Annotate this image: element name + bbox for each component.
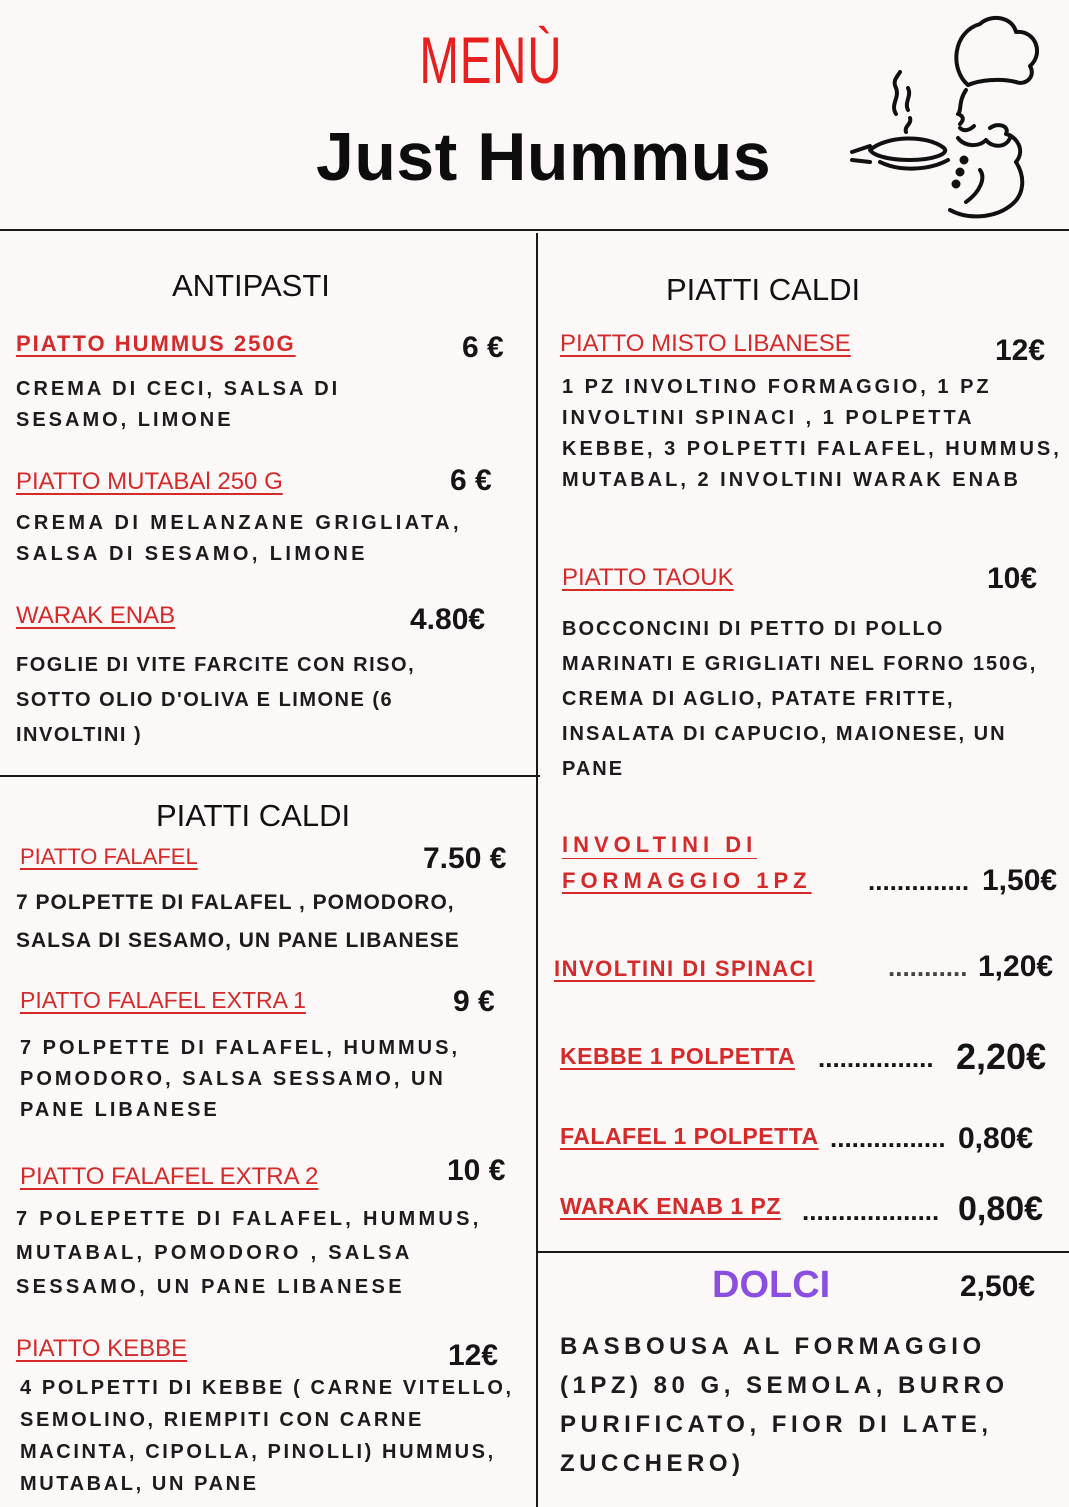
price-dolci: 2,50€ xyxy=(960,1270,1036,1303)
desc-warak-enab: FOGLIE DI VITE FARCITE CON RISO, SOTTO OLIO D'OLIVA E LIMONE (6 INVOLTINI ) xyxy=(16,654,416,746)
dots-falafel-1-polpetta: ................ xyxy=(830,1123,946,1153)
dolci-divider xyxy=(537,1251,1069,1253)
price-piatto-falafel: 7.50 € xyxy=(423,842,507,875)
piatti-caldi-left-title: PIATTI CALDI xyxy=(156,798,351,833)
desc-piatto-falafel-extra-1: 7 POLPETTE DI FALAFEL, HUMMUS, POMODORO, SALSA SESSAMO, UN PANE LIBANESE xyxy=(20,1037,461,1121)
menu-item-piatto-misto-libanese: PIATTO MISTO LIBANESE xyxy=(560,330,851,357)
price-piatto-falafel-extra-2: 10 € xyxy=(447,1154,506,1187)
price-piatto-misto-libanese: 12€ xyxy=(995,334,1046,367)
price-kebbe-1-polpetta: 2,20€ xyxy=(956,1036,1047,1077)
price-falafel-1-polpetta: 0,80€ xyxy=(958,1122,1034,1155)
menu-item-piatto-hummus: PIATTO HUMMUS 250G xyxy=(16,331,296,356)
price-involtini-spinaci: 1,20€ xyxy=(978,950,1054,983)
price-piatto-mutabal: 6 € xyxy=(450,464,492,497)
menu-item-piatto-taouk: PIATTO TAOUK xyxy=(562,564,734,591)
price-involtini-formaggio: 1,50€ xyxy=(982,864,1058,897)
desc-piatto-kebbe: 4 POLPETTI DI KEBBE ( CARNE VITELLO, SEMOLINO, RIEMPITI CON CARNE MACINTA, CIPOLLA, PINOLLI) HUMMUS, MUTABAL, UN PANE xyxy=(20,1377,514,1495)
dolci-title: DOLCI xyxy=(712,1264,831,1306)
menu-item-piatto-mutabal: PIATTO MUTABAl 250 G xyxy=(16,468,283,495)
header-divider xyxy=(0,229,1069,231)
column-divider xyxy=(536,233,538,1507)
dots-involtini-formaggio: .............. xyxy=(868,866,970,896)
antipasti-title: ANTIPASTI xyxy=(172,268,330,303)
chef-logo-icon xyxy=(840,10,1055,225)
menu-item-warak-enab: WARAK ENAB xyxy=(16,602,176,629)
restaurant-name: Just Hummus xyxy=(316,119,772,195)
piatti-caldi-right-title: PIATTI CALDI xyxy=(666,272,861,307)
menu-item-piatto-kebbe: PIATTO KEBBE xyxy=(16,1335,188,1362)
menu-item-piatto-falafel-extra-2: PIATTO FALAFEL EXTRA 2 xyxy=(20,1163,319,1190)
price-piatto-falafel-extra-1: 9 € xyxy=(453,985,495,1018)
dots-involtini-spinaci: ........... xyxy=(888,952,968,982)
desc-piatto-falafel: 7 POLPETTE DI FALAFEL , POMODORO, SALSA DI SESAMO, UN PANE LIBANESE xyxy=(16,891,460,952)
desc-piatto-falafel-extra-2: 7 POLEPETTE DI FALAFEL, HUMMUS, MUTABAL, POMODORO , SALSA SESSAMO, UN PANE LIBANESE xyxy=(16,1208,482,1298)
menu-item-piatto-falafel-extra-1: PIATTO FALAFEL EXTRA 1 xyxy=(20,987,306,1013)
menu-item-piatto-falafel: PIATTO FALAFEL xyxy=(20,844,198,869)
menu-item-involtini-formaggio-line1: INVOLTINI DI xyxy=(562,832,758,857)
desc-dolci: BASBOUSA AL FORMAGGIO (1PZ) 80 G, SEMOLA, BURRO PURIFICATO, FIOR DI LATE, ZUCCHERO) xyxy=(560,1333,1009,1477)
dots-warak-enab-1-pz: ................... xyxy=(802,1196,940,1226)
menu-item-falafel-1-polpetta: FALAFEL 1 POLPETTA xyxy=(560,1123,819,1149)
price-piatto-hummus: 6 € xyxy=(462,331,504,364)
menu-item-warak-enab-1-pz: WARAK ENAB 1 PZ xyxy=(560,1193,781,1219)
menu-item-involtini-spinaci: INVOLTINI DI SPINACI xyxy=(554,956,815,981)
menu-item-kebbe-1-polpetta: KEBBE 1 POLPETTA xyxy=(560,1043,796,1069)
left-section-divider xyxy=(0,775,540,777)
desc-piatto-hummus: CREMA DI CECI, SALSA DI SESAMO, LIMONE xyxy=(16,378,341,431)
price-warak-enab-1-pz: 0,80€ xyxy=(958,1190,1044,1228)
desc-piatto-taouk: BOCCONCINI DI PETTO DI POLLO MARINATI E GRIGLIATI NEL FORNO 150G, CREMA DI AGLIO, PATATE FRITTE, INSALATA DI CAPUCIO, MAIONESE, UN PANE xyxy=(562,618,1038,780)
menu-heading: MENÙ xyxy=(419,23,563,97)
menu-item-involtini-formaggio-line2: FORMAGGIO 1PZ xyxy=(562,868,812,893)
dots-kebbe-1-polpetta: ................ xyxy=(818,1043,934,1073)
price-warak-enab: 4.80€ xyxy=(410,603,486,636)
price-piatto-taouk: 10€ xyxy=(987,562,1038,595)
desc-piatto-misto-libanese: 1 PZ INVOLTINO FORMAGGIO, 1 PZ INVOLTINI SPINACI , 1 POLPETTA KEBBE, 3 POLPETTI FALAFEL, HUMMUS, MUTABAL, 2 INVOLTINI WARAK ENAB xyxy=(562,376,1062,491)
price-piatto-kebbe: 12€ xyxy=(448,1339,499,1372)
desc-piatto-mutabal: CREMA DI MELANZANE GRIGLIATA, SALSA DI SESAMO, LIMONE xyxy=(16,512,462,565)
